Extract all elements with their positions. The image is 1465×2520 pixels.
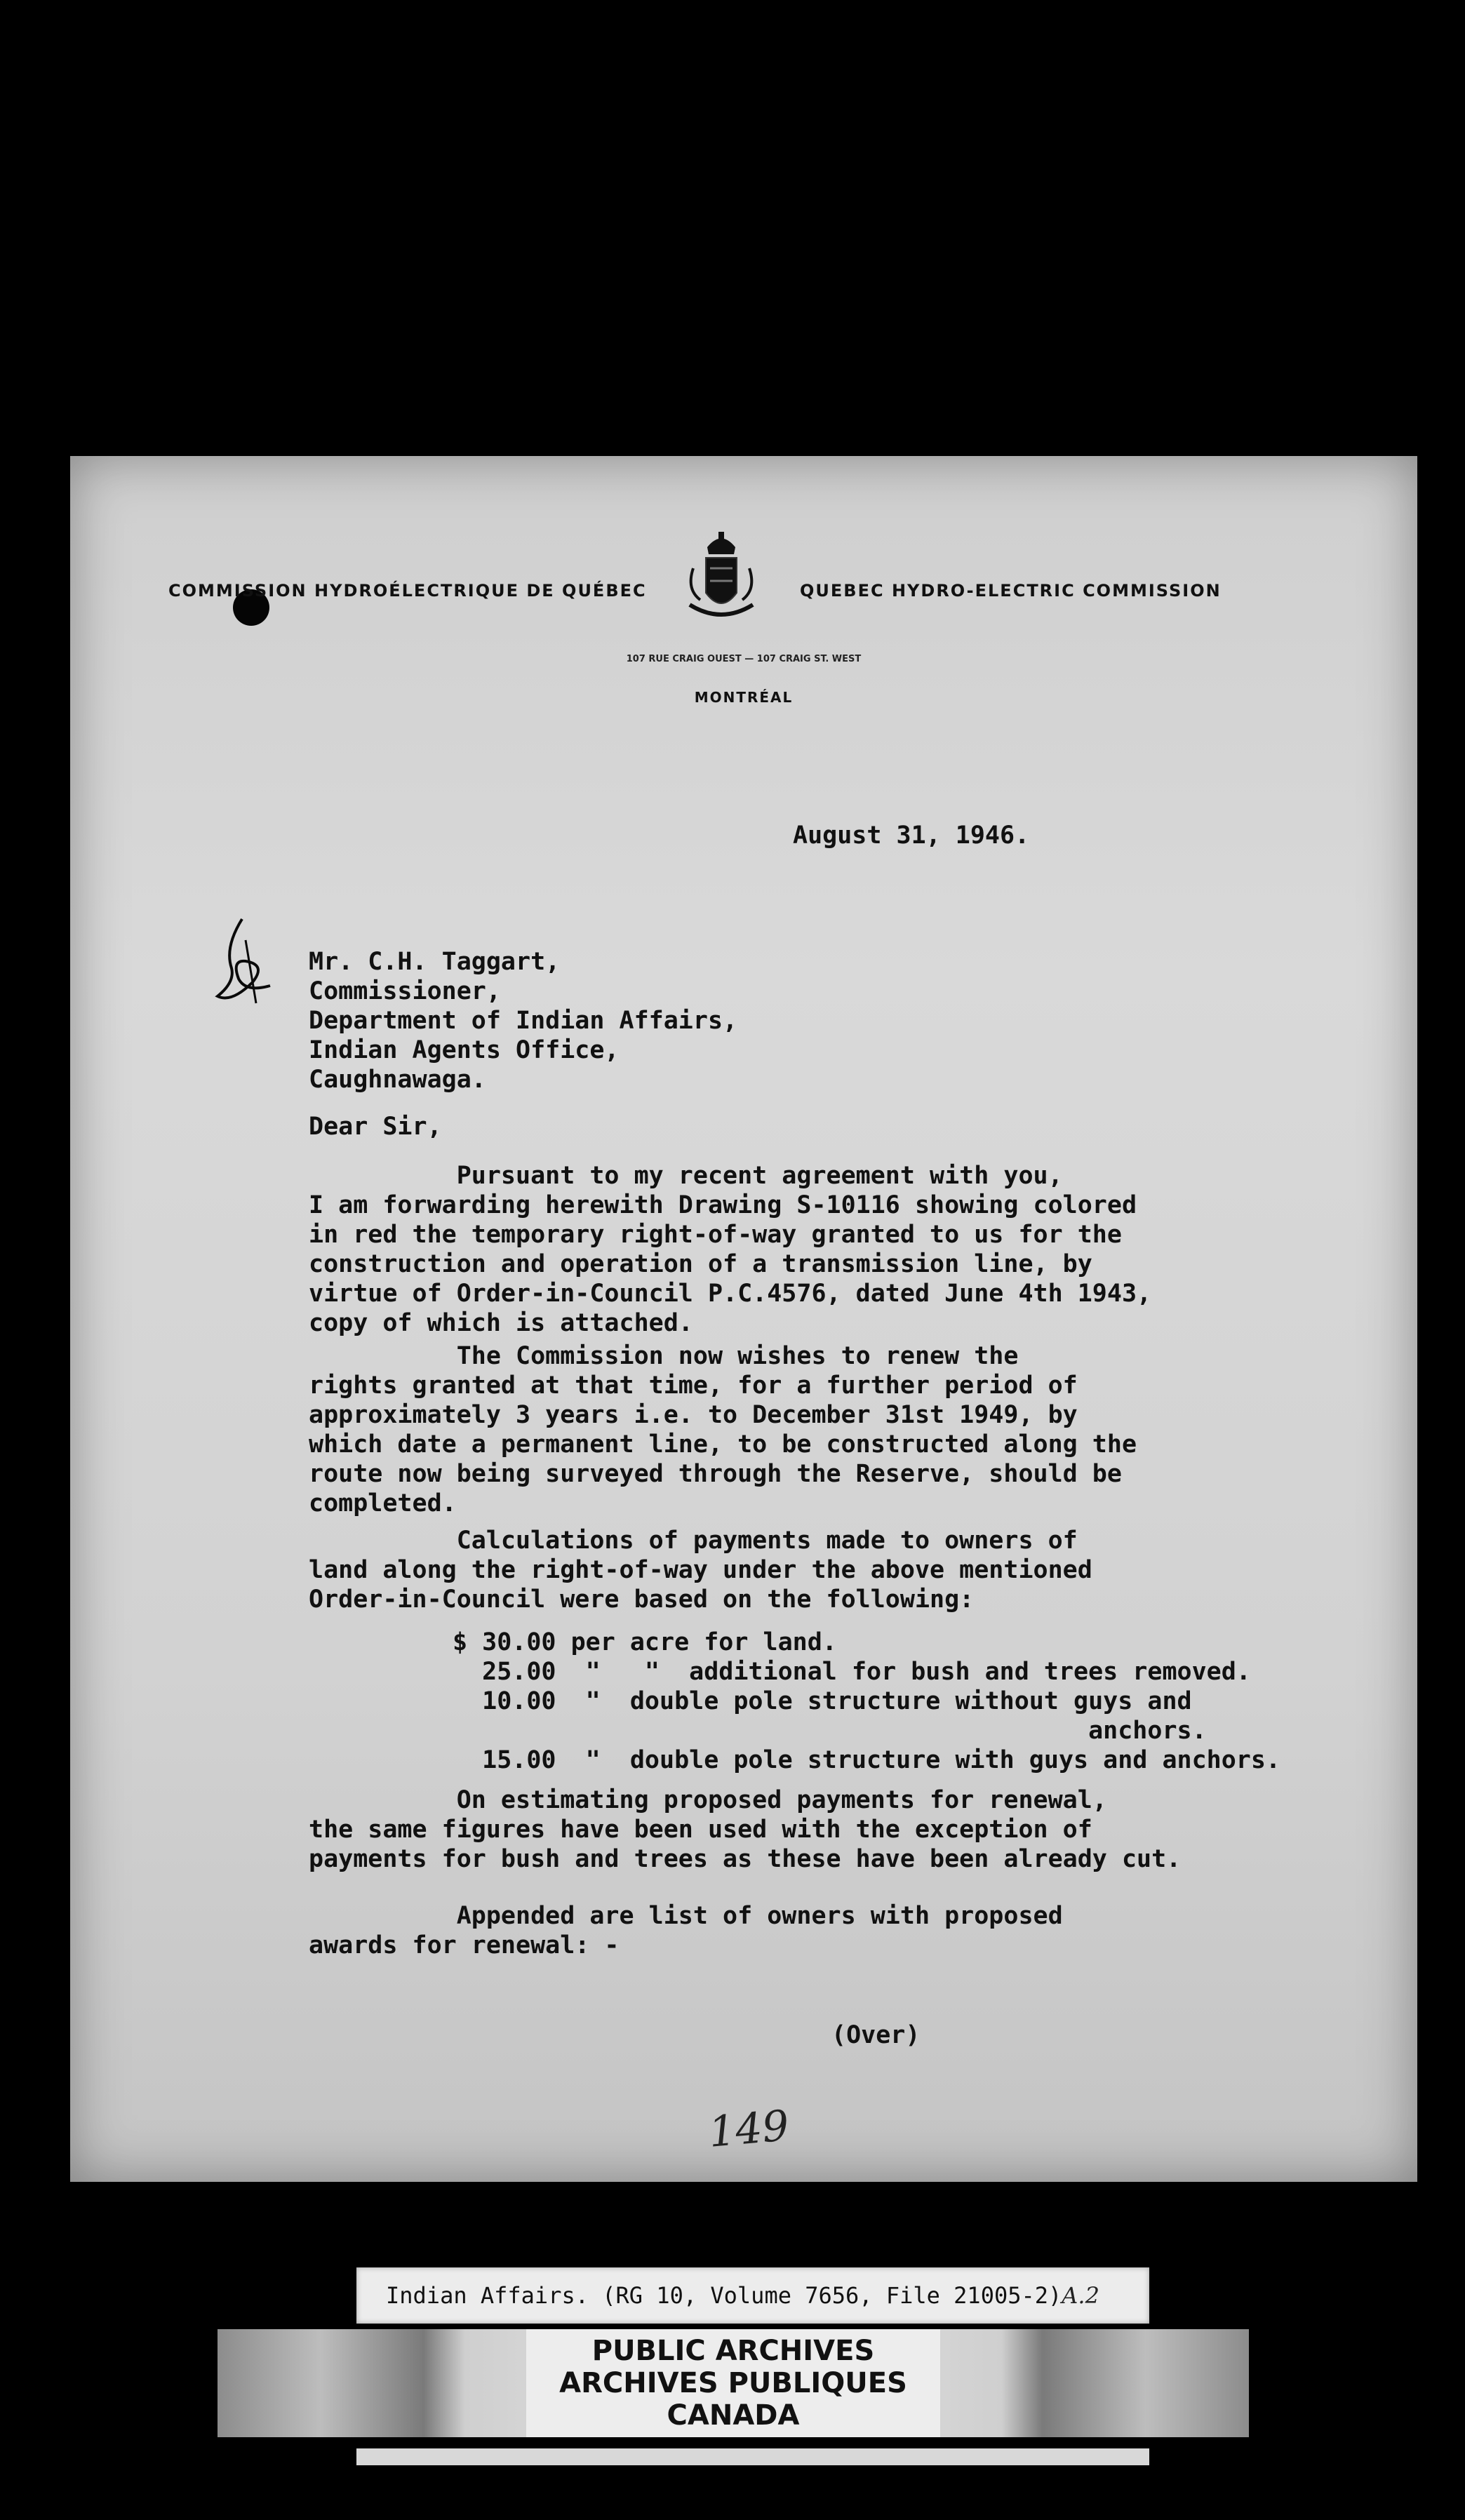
recipient-line: Commissioner, bbox=[309, 977, 501, 1005]
recipient-line: Caughnawaga. bbox=[309, 1066, 486, 1094]
text-line: On estimating proposed payments for renewal, bbox=[309, 1786, 1107, 1814]
bottom-strip bbox=[356, 2448, 1149, 2465]
recipient-address bbox=[309, 947, 737, 1094]
handwritten-initials bbox=[203, 912, 281, 1010]
payment-rate-line: 25.00 " " additional for bush and trees removed. bbox=[453, 1658, 1251, 1686]
text-line: payments for bush and trees as these have been already cut. bbox=[309, 1845, 1182, 1873]
text-line: Pursuant to my recent agreement with you, bbox=[309, 1162, 1063, 1190]
text-line: Calculations of payments made to owners of bbox=[309, 1527, 1078, 1555]
archive-reference-suffix: A.2 bbox=[1062, 2282, 1099, 2309]
payment-rate-line: 10.00 " double pole structure without guys and bbox=[453, 1687, 1192, 1715]
text-line: route now being surveyed through the Reserve, should be bbox=[309, 1460, 1122, 1488]
text-line: rights granted at that time, for a further period of bbox=[309, 1372, 1078, 1400]
salutation: Dear Sir, bbox=[309, 1113, 442, 1141]
text-line: which date a permanent line, to be constructed along the bbox=[309, 1430, 1137, 1459]
letterhead-address: 107 RUE CRAIG OUEST — 107 CRAIG ST. WEST bbox=[626, 654, 862, 664]
paragraph-3 bbox=[309, 1526, 1092, 1614]
paragraph-2 bbox=[309, 1341, 1137, 1518]
handwritten-page-number: 149 bbox=[707, 2101, 791, 2157]
payment-rate-line: $ 30.00 per acre for land. bbox=[453, 1628, 837, 1656]
text-line: approximately 3 years i.e. to December 31st 1949, by bbox=[309, 1401, 1078, 1429]
archive-stamp bbox=[526, 2329, 940, 2437]
paragraph-4 bbox=[309, 1785, 1181, 1874]
text-line: land along the right-of-way under the above mentioned bbox=[309, 1556, 1092, 1584]
text-line: the same figures have been used with the exception of bbox=[309, 1816, 1092, 1844]
text-line: construction and operation of a transmission line, by bbox=[309, 1250, 1092, 1278]
letterhead-city: MONTRÉAL bbox=[694, 689, 794, 706]
paragraph-1 bbox=[309, 1161, 1151, 1338]
letter-sheet bbox=[70, 456, 1417, 2182]
letterhead-english-name: QUEBEC HYDRO-ELECTRIC COMMISSION bbox=[800, 581, 1222, 601]
continuation-note: (Over) bbox=[831, 2021, 921, 2049]
text-line: The Commission now wishes to renew the bbox=[309, 1342, 1019, 1370]
stamp-line: PUBLIC ARCHIVES bbox=[591, 2335, 875, 2367]
coat-of-arms-icon bbox=[679, 526, 763, 631]
recipient-line: Department of Indian Affairs, bbox=[309, 1007, 738, 1035]
text-line: copy of which is attached. bbox=[309, 1309, 693, 1337]
archive-stamp-band bbox=[218, 2329, 1249, 2437]
payment-rate-line: anchors. bbox=[453, 1717, 1207, 1745]
paragraph-5 bbox=[309, 1901, 1063, 1960]
text-line: completed. bbox=[309, 1489, 457, 1517]
letter-date: August 31, 1946. bbox=[793, 822, 1030, 850]
text-line: in red the temporary right-of-way granted to us for the bbox=[309, 1221, 1122, 1249]
archive-reference: Indian Affairs. (RG 10, Volume 7656, File 21005-2) bbox=[386, 2282, 1062, 2309]
text-line: I am forwarding herewith Drawing S-10116 showing colored bbox=[309, 1191, 1137, 1219]
stamp-line: ARCHIVES PUBLIQUES bbox=[559, 2367, 907, 2399]
text-line: Appended are list of owners with proposed bbox=[309, 1902, 1063, 1930]
recipient-line: Mr. C.H. Taggart, bbox=[309, 948, 561, 976]
recipient-line: Indian Agents Office, bbox=[309, 1036, 620, 1064]
payment-rate-line: 15.00 " double pole structure with guys and anchors. bbox=[453, 1746, 1281, 1774]
archive-reference-strip bbox=[356, 2267, 1149, 2324]
payment-rates-list bbox=[453, 1628, 1280, 1775]
text-line: virtue of Order-in-Council P.C.4576, dated June 4th 1943, bbox=[309, 1280, 1152, 1308]
text-line: awards for renewal: - bbox=[309, 1931, 620, 1959]
text-line: Order-in-Council were based on the following: bbox=[309, 1586, 975, 1614]
letterhead-french-name: COMMISSION HYDROÉLECTRIQUE DE QUÉBEC bbox=[168, 581, 647, 601]
stamp-line: CANADA bbox=[667, 2399, 800, 2432]
